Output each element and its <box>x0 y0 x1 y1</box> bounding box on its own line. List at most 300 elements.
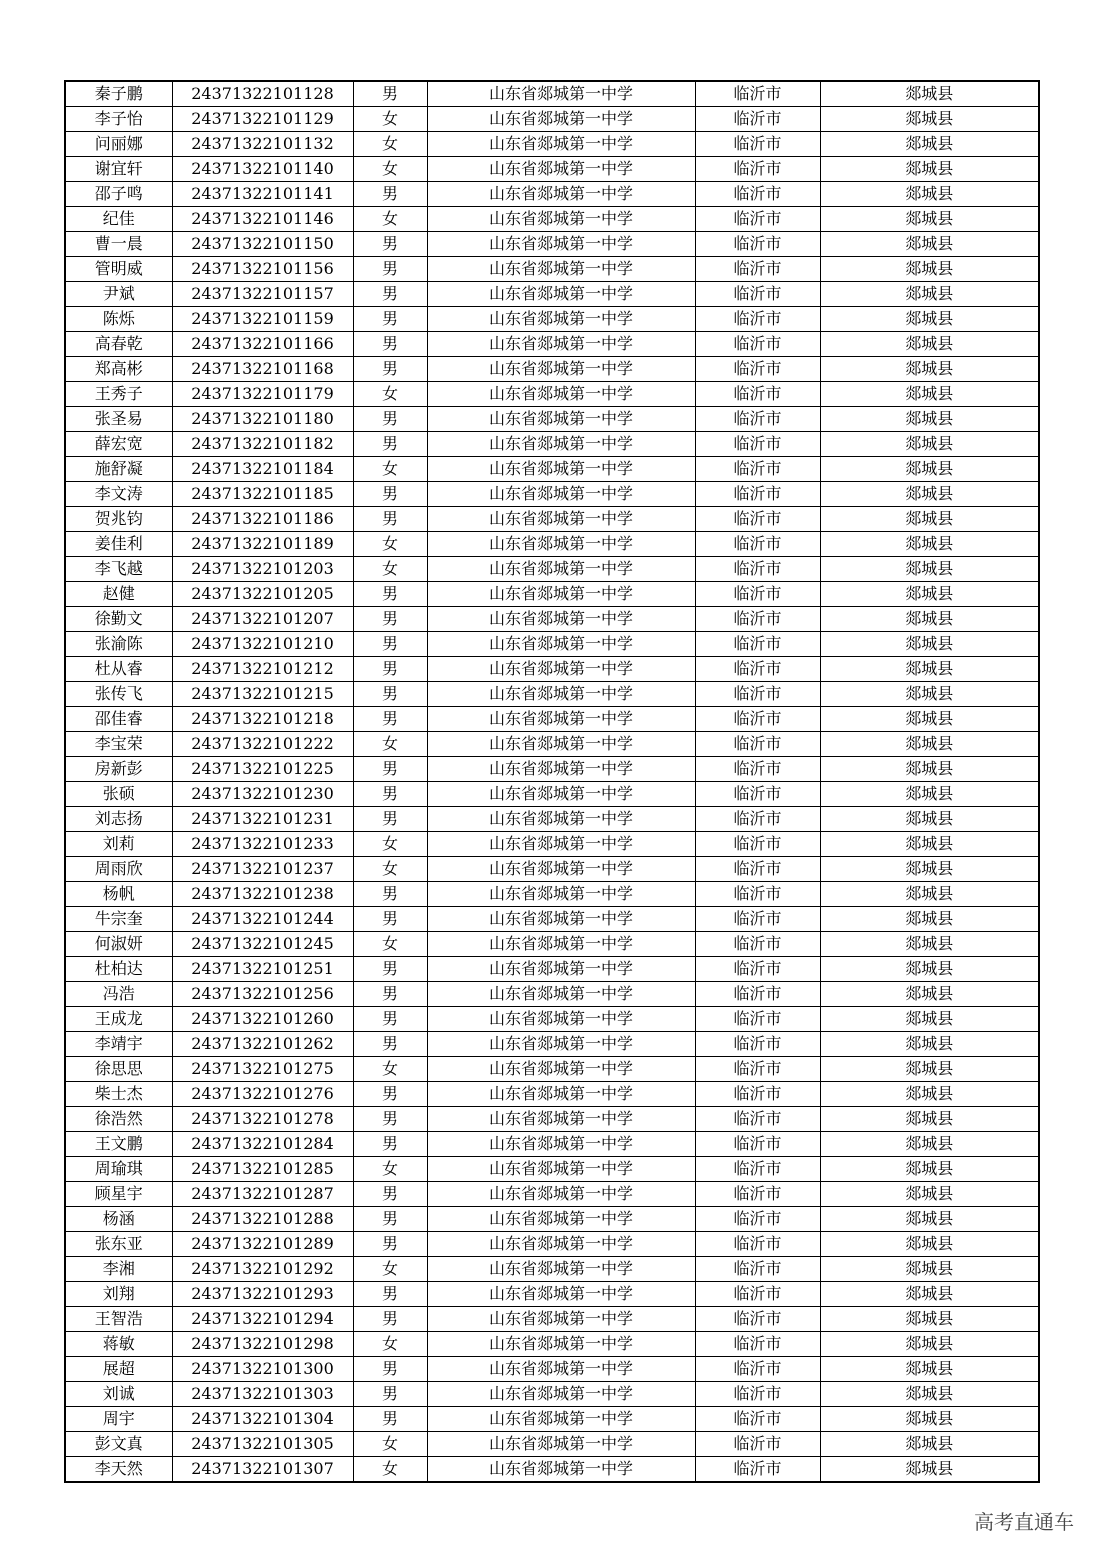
school-cell: 山东省郯城第一中学 <box>427 807 695 832</box>
exam-id-cell: 24371322101207 <box>172 607 353 632</box>
exam-id-cell: 24371322101185 <box>172 482 353 507</box>
school-cell: 山东省郯城第一中学 <box>427 1432 695 1457</box>
county-cell: 郯城县 <box>820 157 1039 182</box>
table-row <box>65 857 1039 882</box>
gender-cell: 女 <box>353 932 427 957</box>
name-cell: 张渝陈 <box>65 632 172 657</box>
exam-id-cell: 24371322101284 <box>172 1132 353 1157</box>
name-cell: 秦子鹏 <box>65 81 172 107</box>
city-cell: 临沂市 <box>695 282 820 307</box>
name-cell: 刘诚 <box>65 1382 172 1407</box>
city-cell: 临沂市 <box>695 1057 820 1082</box>
table-row <box>65 157 1039 182</box>
gender-cell: 女 <box>353 832 427 857</box>
table-row <box>65 282 1039 307</box>
name-cell: 赵健 <box>65 582 172 607</box>
county-cell: 郯城县 <box>820 1182 1039 1207</box>
gender-cell: 男 <box>353 782 427 807</box>
city-cell: 临沂市 <box>695 1007 820 1032</box>
gender-cell: 男 <box>353 1232 427 1257</box>
name-cell: 柴士杰 <box>65 1082 172 1107</box>
exam-id-cell: 24371322101157 <box>172 282 353 307</box>
city-cell: 临沂市 <box>695 1232 820 1257</box>
table-row <box>65 632 1039 657</box>
exam-id-cell: 24371322101184 <box>172 457 353 482</box>
city-cell: 临沂市 <box>695 532 820 557</box>
gender-cell: 女 <box>353 532 427 557</box>
city-cell: 临沂市 <box>695 257 820 282</box>
city-cell: 临沂市 <box>695 832 820 857</box>
county-cell: 郯城县 <box>820 1232 1039 1257</box>
school-cell: 山东省郯城第一中学 <box>427 457 695 482</box>
table-row <box>65 257 1039 282</box>
exam-id-cell: 24371322101238 <box>172 882 353 907</box>
exam-id-cell: 24371322101186 <box>172 507 353 532</box>
exam-id-cell: 24371322101159 <box>172 307 353 332</box>
name-cell: 杜从睿 <box>65 657 172 682</box>
name-cell: 薛宏宽 <box>65 432 172 457</box>
school-cell: 山东省郯城第一中学 <box>427 857 695 882</box>
name-cell: 管明威 <box>65 257 172 282</box>
table-row <box>65 757 1039 782</box>
gender-cell: 男 <box>353 182 427 207</box>
table-row <box>65 907 1039 932</box>
table-row <box>65 207 1039 232</box>
county-cell: 郯城县 <box>820 307 1039 332</box>
gender-cell: 女 <box>353 732 427 757</box>
gender-cell: 男 <box>353 407 427 432</box>
watermark: 高考直通车 <box>974 1510 1074 1534</box>
school-cell: 山东省郯城第一中学 <box>427 1057 695 1082</box>
table-row <box>65 307 1039 332</box>
gender-cell: 男 <box>353 1207 427 1232</box>
county-cell: 郯城县 <box>820 782 1039 807</box>
table-row <box>65 132 1039 157</box>
table-row <box>65 182 1039 207</box>
gender-cell: 女 <box>353 132 427 157</box>
county-cell: 郯城县 <box>820 1307 1039 1332</box>
county-cell: 郯城县 <box>820 1257 1039 1282</box>
city-cell: 临沂市 <box>695 1357 820 1382</box>
city-cell: 临沂市 <box>695 807 820 832</box>
student-list-table <box>64 80 1040 1483</box>
table-row <box>65 1107 1039 1132</box>
name-cell: 李飞越 <box>65 557 172 582</box>
school-cell: 山东省郯城第一中学 <box>427 1307 695 1332</box>
city-cell: 临沂市 <box>695 482 820 507</box>
city-cell: 临沂市 <box>695 1132 820 1157</box>
city-cell: 临沂市 <box>695 107 820 132</box>
name-cell: 陈烁 <box>65 307 172 332</box>
city-cell: 临沂市 <box>695 1407 820 1432</box>
school-cell: 山东省郯城第一中学 <box>427 482 695 507</box>
exam-id-cell: 24371322101146 <box>172 207 353 232</box>
county-cell: 郯城县 <box>820 657 1039 682</box>
school-cell: 山东省郯城第一中学 <box>427 257 695 282</box>
gender-cell: 男 <box>353 807 427 832</box>
table-row <box>65 1082 1039 1107</box>
gender-cell: 男 <box>353 1282 427 1307</box>
name-cell: 问丽娜 <box>65 132 172 157</box>
gender-cell: 男 <box>353 282 427 307</box>
school-cell: 山东省郯城第一中学 <box>427 132 695 157</box>
name-cell: 邵子鸣 <box>65 182 172 207</box>
table-row <box>65 1057 1039 1082</box>
gender-cell: 男 <box>353 357 427 382</box>
school-cell: 山东省郯城第一中学 <box>427 1032 695 1057</box>
name-cell: 贺兆钧 <box>65 507 172 532</box>
gender-cell: 女 <box>353 1157 427 1182</box>
name-cell: 邵佳睿 <box>65 707 172 732</box>
exam-id-cell: 24371322101180 <box>172 407 353 432</box>
city-cell: 临沂市 <box>695 1082 820 1107</box>
school-cell: 山东省郯城第一中学 <box>427 782 695 807</box>
county-cell: 郯城县 <box>820 182 1039 207</box>
county-cell: 郯城县 <box>820 1157 1039 1182</box>
name-cell: 周瑜琪 <box>65 1157 172 1182</box>
gender-cell: 男 <box>353 1307 427 1332</box>
city-cell: 临沂市 <box>695 1257 820 1282</box>
table-row <box>65 107 1039 132</box>
county-cell: 郯城县 <box>820 1407 1039 1432</box>
table-row <box>65 382 1039 407</box>
county-cell: 郯城县 <box>820 1382 1039 1407</box>
city-cell: 临沂市 <box>695 982 820 1007</box>
gender-cell: 男 <box>353 332 427 357</box>
name-cell: 李湘 <box>65 1257 172 1282</box>
exam-id-cell: 24371322101260 <box>172 1007 353 1032</box>
city-cell: 临沂市 <box>695 332 820 357</box>
county-cell: 郯城县 <box>820 1057 1039 1082</box>
county-cell: 郯城县 <box>820 957 1039 982</box>
table-row <box>65 932 1039 957</box>
exam-id-cell: 24371322101141 <box>172 182 353 207</box>
gender-cell: 男 <box>353 882 427 907</box>
school-cell: 山东省郯城第一中学 <box>427 907 695 932</box>
exam-id-cell: 24371322101233 <box>172 832 353 857</box>
school-cell: 山东省郯城第一中学 <box>427 357 695 382</box>
table-row <box>65 1032 1039 1057</box>
gender-cell: 男 <box>353 707 427 732</box>
table-row <box>65 507 1039 532</box>
exam-id-cell: 24371322101289 <box>172 1232 353 1257</box>
name-cell: 蒋敏 <box>65 1332 172 1357</box>
city-cell: 临沂市 <box>695 757 820 782</box>
table-row <box>65 557 1039 582</box>
city-cell: 临沂市 <box>695 132 820 157</box>
school-cell: 山东省郯城第一中学 <box>427 1407 695 1432</box>
gender-cell: 男 <box>353 682 427 707</box>
county-cell: 郯城县 <box>820 607 1039 632</box>
exam-id-cell: 24371322101307 <box>172 1457 353 1483</box>
county-cell: 郯城县 <box>820 707 1039 732</box>
city-cell: 临沂市 <box>695 157 820 182</box>
gender-cell: 男 <box>353 1382 427 1407</box>
exam-id-cell: 24371322101129 <box>172 107 353 132</box>
county-cell: 郯城县 <box>820 1432 1039 1457</box>
school-cell: 山东省郯城第一中学 <box>427 607 695 632</box>
city-cell: 临沂市 <box>695 1107 820 1132</box>
school-cell: 山东省郯城第一中学 <box>427 1457 695 1483</box>
county-cell: 郯城县 <box>820 807 1039 832</box>
gender-cell: 男 <box>353 432 427 457</box>
county-cell: 郯城县 <box>820 1332 1039 1357</box>
name-cell: 张传飞 <box>65 682 172 707</box>
gender-cell: 男 <box>353 757 427 782</box>
county-cell: 郯城县 <box>820 882 1039 907</box>
gender-cell: 女 <box>353 857 427 882</box>
table-row <box>65 1357 1039 1382</box>
city-cell: 临沂市 <box>695 1307 820 1332</box>
name-cell: 谢宜轩 <box>65 157 172 182</box>
table-row <box>65 1282 1039 1307</box>
school-cell: 山东省郯城第一中学 <box>427 1107 695 1132</box>
exam-id-cell: 24371322101231 <box>172 807 353 832</box>
exam-id-cell: 24371322101182 <box>172 432 353 457</box>
table-row <box>65 957 1039 982</box>
county-cell: 郯城县 <box>820 482 1039 507</box>
table-row <box>65 832 1039 857</box>
city-cell: 临沂市 <box>695 507 820 532</box>
name-cell: 张圣易 <box>65 407 172 432</box>
county-cell: 郯城县 <box>820 507 1039 532</box>
name-cell: 王文鹏 <box>65 1132 172 1157</box>
name-cell: 冯浩 <box>65 982 172 1007</box>
gender-cell: 女 <box>353 1257 427 1282</box>
name-cell: 姜佳利 <box>65 532 172 557</box>
gender-cell: 女 <box>353 1432 427 1457</box>
exam-id-cell: 24371322101212 <box>172 657 353 682</box>
gender-cell: 男 <box>353 232 427 257</box>
county-cell: 郯城县 <box>820 1032 1039 1057</box>
county-cell: 郯城县 <box>820 1457 1039 1483</box>
school-cell: 山东省郯城第一中学 <box>427 557 695 582</box>
name-cell: 周雨欣 <box>65 857 172 882</box>
school-cell: 山东省郯城第一中学 <box>427 682 695 707</box>
school-cell: 山东省郯城第一中学 <box>427 1357 695 1382</box>
school-cell: 山东省郯城第一中学 <box>427 1257 695 1282</box>
exam-id-cell: 24371322101287 <box>172 1182 353 1207</box>
gender-cell: 男 <box>353 607 427 632</box>
county-cell: 郯城县 <box>820 632 1039 657</box>
school-cell: 山东省郯城第一中学 <box>427 707 695 732</box>
county-cell: 郯城县 <box>820 432 1039 457</box>
county-cell: 郯城县 <box>820 132 1039 157</box>
county-cell: 郯城县 <box>820 532 1039 557</box>
city-cell: 临沂市 <box>695 682 820 707</box>
name-cell: 房新彭 <box>65 757 172 782</box>
school-cell: 山东省郯城第一中学 <box>427 1182 695 1207</box>
county-cell: 郯城县 <box>820 207 1039 232</box>
city-cell: 临沂市 <box>695 907 820 932</box>
school-cell: 山东省郯城第一中学 <box>427 982 695 1007</box>
exam-id-cell: 24371322101140 <box>172 157 353 182</box>
gender-cell: 男 <box>353 957 427 982</box>
county-cell: 郯城县 <box>820 682 1039 707</box>
city-cell: 临沂市 <box>695 1432 820 1457</box>
school-cell: 山东省郯城第一中学 <box>427 207 695 232</box>
county-cell: 郯城县 <box>820 1282 1039 1307</box>
exam-id-cell: 24371322101166 <box>172 332 353 357</box>
gender-cell: 男 <box>353 1032 427 1057</box>
city-cell: 临沂市 <box>695 1332 820 1357</box>
school-cell: 山东省郯城第一中学 <box>427 432 695 457</box>
gender-cell: 男 <box>353 81 427 107</box>
county-cell: 郯城县 <box>820 107 1039 132</box>
gender-cell: 男 <box>353 257 427 282</box>
city-cell: 临沂市 <box>695 1207 820 1232</box>
name-cell: 徐浩然 <box>65 1107 172 1132</box>
name-cell: 王秀子 <box>65 382 172 407</box>
county-cell: 郯城县 <box>820 1107 1039 1132</box>
exam-id-cell: 24371322101150 <box>172 232 353 257</box>
table-row <box>65 682 1039 707</box>
table-row <box>65 232 1039 257</box>
exam-id-cell: 24371322101218 <box>172 707 353 732</box>
gender-cell: 男 <box>353 1182 427 1207</box>
city-cell: 临沂市 <box>695 457 820 482</box>
school-cell: 山东省郯城第一中学 <box>427 1332 695 1357</box>
school-cell: 山东省郯城第一中学 <box>427 1132 695 1157</box>
exam-id-cell: 24371322101203 <box>172 557 353 582</box>
exam-id-cell: 24371322101205 <box>172 582 353 607</box>
name-cell: 张硕 <box>65 782 172 807</box>
school-cell: 山东省郯城第一中学 <box>427 382 695 407</box>
gender-cell: 男 <box>353 907 427 932</box>
name-cell: 郑高彬 <box>65 357 172 382</box>
city-cell: 临沂市 <box>695 307 820 332</box>
exam-id-cell: 24371322101132 <box>172 132 353 157</box>
school-cell: 山东省郯城第一中学 <box>427 932 695 957</box>
county-cell: 郯城县 <box>820 357 1039 382</box>
county-cell: 郯城县 <box>820 857 1039 882</box>
table-row <box>65 357 1039 382</box>
exam-id-cell: 24371322101288 <box>172 1207 353 1232</box>
county-cell: 郯城县 <box>820 982 1039 1007</box>
table-body <box>65 81 1039 1482</box>
school-cell: 山东省郯城第一中学 <box>427 232 695 257</box>
table-row <box>65 482 1039 507</box>
county-cell: 郯城县 <box>820 257 1039 282</box>
gender-cell: 女 <box>353 557 427 582</box>
table-row <box>65 332 1039 357</box>
exam-id-cell: 24371322101262 <box>172 1032 353 1057</box>
school-cell: 山东省郯城第一中学 <box>427 1082 695 1107</box>
city-cell: 临沂市 <box>695 657 820 682</box>
school-cell: 山东省郯城第一中学 <box>427 732 695 757</box>
table-row <box>65 1432 1039 1457</box>
exam-id-cell: 24371322101275 <box>172 1057 353 1082</box>
county-cell: 郯城县 <box>820 382 1039 407</box>
exam-id-cell: 24371322101298 <box>172 1332 353 1357</box>
exam-id-cell: 24371322101225 <box>172 757 353 782</box>
city-cell: 临沂市 <box>695 707 820 732</box>
name-cell: 李天然 <box>65 1457 172 1483</box>
gender-cell: 男 <box>353 1357 427 1382</box>
city-cell: 临沂市 <box>695 357 820 382</box>
county-cell: 郯城县 <box>820 1007 1039 1032</box>
table-row <box>65 81 1039 107</box>
name-cell: 何淑妍 <box>65 932 172 957</box>
exam-id-cell: 24371322101189 <box>172 532 353 557</box>
exam-id-cell: 24371322101230 <box>172 782 353 807</box>
school-cell: 山东省郯城第一中学 <box>427 1007 695 1032</box>
city-cell: 临沂市 <box>695 232 820 257</box>
exam-id-cell: 24371322101294 <box>172 1307 353 1332</box>
gender-cell: 女 <box>353 157 427 182</box>
table-row <box>65 1207 1039 1232</box>
exam-id-cell: 24371322101300 <box>172 1357 353 1382</box>
school-cell: 山东省郯城第一中学 <box>427 757 695 782</box>
name-cell: 张东亚 <box>65 1232 172 1257</box>
gender-cell: 男 <box>353 1107 427 1132</box>
city-cell: 临沂市 <box>695 957 820 982</box>
school-cell: 山东省郯城第一中学 <box>427 657 695 682</box>
county-cell: 郯城县 <box>820 757 1039 782</box>
school-cell: 山东省郯城第一中学 <box>427 957 695 982</box>
table-row <box>65 707 1039 732</box>
exam-id-cell: 24371322101276 <box>172 1082 353 1107</box>
school-cell: 山东省郯城第一中学 <box>427 1207 695 1232</box>
table-row <box>65 1182 1039 1207</box>
exam-id-cell: 24371322101292 <box>172 1257 353 1282</box>
name-cell: 李靖宇 <box>65 1032 172 1057</box>
county-cell: 郯城县 <box>820 282 1039 307</box>
exam-id-cell: 24371322101304 <box>172 1407 353 1432</box>
city-cell: 临沂市 <box>695 632 820 657</box>
school-cell: 山东省郯城第一中学 <box>427 107 695 132</box>
county-cell: 郯城县 <box>820 457 1039 482</box>
table-row <box>65 582 1039 607</box>
school-cell: 山东省郯城第一中学 <box>427 332 695 357</box>
gender-cell: 男 <box>353 1082 427 1107</box>
school-cell: 山东省郯城第一中学 <box>427 282 695 307</box>
school-cell: 山东省郯城第一中学 <box>427 532 695 557</box>
name-cell: 李文涛 <box>65 482 172 507</box>
table-row <box>65 657 1039 682</box>
gender-cell: 男 <box>353 657 427 682</box>
county-cell: 郯城县 <box>820 732 1039 757</box>
table-row <box>65 782 1039 807</box>
gender-cell: 男 <box>353 982 427 1007</box>
name-cell: 李子怡 <box>65 107 172 132</box>
gender-cell: 女 <box>353 1457 427 1483</box>
county-cell: 郯城县 <box>820 232 1039 257</box>
table-row <box>65 457 1039 482</box>
name-cell: 杨涵 <box>65 1207 172 1232</box>
exam-id-cell: 24371322101251 <box>172 957 353 982</box>
city-cell: 临沂市 <box>695 407 820 432</box>
table-row <box>65 1007 1039 1032</box>
table-row <box>65 982 1039 1007</box>
county-cell: 郯城县 <box>820 832 1039 857</box>
county-cell: 郯城县 <box>820 582 1039 607</box>
city-cell: 临沂市 <box>695 782 820 807</box>
name-cell: 彭文真 <box>65 1432 172 1457</box>
city-cell: 临沂市 <box>695 81 820 107</box>
name-cell: 顾星宇 <box>65 1182 172 1207</box>
city-cell: 临沂市 <box>695 207 820 232</box>
table-row <box>65 1382 1039 1407</box>
school-cell: 山东省郯城第一中学 <box>427 882 695 907</box>
name-cell: 展超 <box>65 1357 172 1382</box>
school-cell: 山东省郯城第一中学 <box>427 81 695 107</box>
exam-id-cell: 24371322101256 <box>172 982 353 1007</box>
exam-id-cell: 24371322101128 <box>172 81 353 107</box>
gender-cell: 女 <box>353 207 427 232</box>
exam-id-cell: 24371322101210 <box>172 632 353 657</box>
table-row <box>65 882 1039 907</box>
